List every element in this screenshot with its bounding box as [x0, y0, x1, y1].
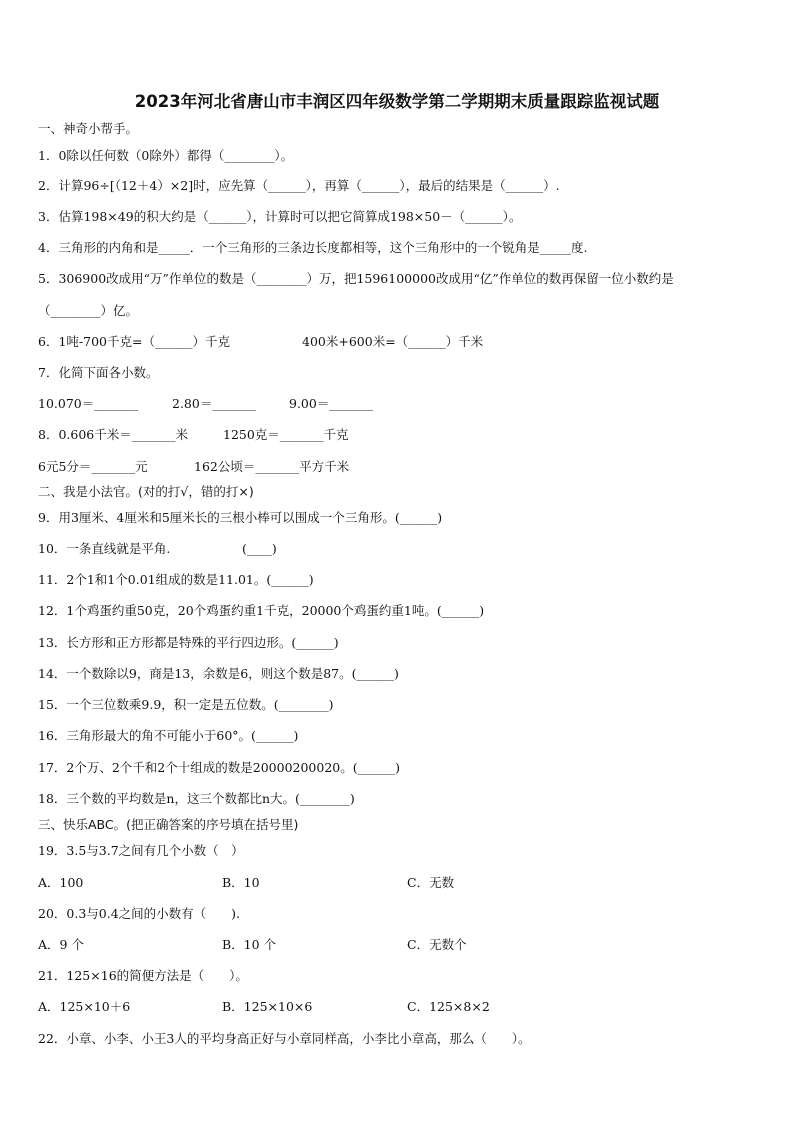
question-19-option-c: C．无数 — [407, 875, 455, 890]
question-8-item-2: 1250克＝_______千克 — [223, 427, 349, 442]
question-1: 1．0除以任何数（0除外）都得（________）。 — [38, 148, 294, 163]
question-14: 14．一个数除以9，商是13，余数是6，则这个数是87。(______) — [38, 666, 399, 681]
question-8-item-1: 8．0.606千米＝_______米 — [38, 427, 188, 442]
question-8-item-3: 6元5分＝_______元 — [38, 459, 148, 474]
question-22: 22．小章、小李、小王3人的平均身高正好与小章同样高，小李比小章高，那么（ ）。 — [38, 1031, 531, 1046]
question-16: 16．三角形最大的角不可能小于60°。(______) — [38, 728, 299, 743]
question-4: 4．三角形的内角和是_____．一个三角形的三条边长度都相等，这个三角形中的一个锐角是_____度. — [38, 240, 588, 255]
section-heading-1: 一、神奇小帮手。 — [38, 121, 139, 136]
question-7-item-3: 9.00＝_______ — [289, 396, 374, 411]
question-21: 21．125×16的简便方法是（ ）。 — [38, 968, 248, 983]
question-7-item-1: 10.070＝_______ — [38, 396, 138, 411]
page-title: 2023年河北省唐山市丰润区四年级数学第二学期期末质量跟踪监视试题 — [134, 92, 660, 111]
question-7-item-2: 2.80＝_______ — [172, 396, 257, 411]
question-6-part-1: 6．1吨-700千克=（______）千克 — [38, 334, 230, 349]
question-12: 12．1个鸡蛋约重50克，20个鸡蛋约重1千克，20000个鸡蛋约重1吨。(______) — [38, 603, 485, 618]
question-5-line-1: 5．306900改成用“万”作单位的数是（________）万，把1596100000改成用“亿”作单位的数再保留一位小数约是 — [38, 271, 674, 286]
question-2: 2．计算96÷[（12＋4）×2]时，应先算（______），再算（______），最后的结果是（______）. — [38, 178, 560, 193]
question-17: 17．2个万、2个千和2个十组成的数是20000200020。(______) — [38, 760, 401, 775]
question-8-item-4: 162公顷＝_______平方千米 — [194, 459, 350, 474]
question-10: 10．一条直线就是平角. — [38, 541, 171, 556]
question-19: 19．3.5与3.7之间有几个小数（ ） — [38, 843, 244, 858]
question-6-part-2: 400米+600米=（______）千米 — [302, 334, 484, 349]
question-15: 15．一个三位数乘9.9，积一定是五位数。(________) — [38, 697, 334, 712]
question-18: 18．三个数的平均数是n，这三个数都比n大。(________) — [38, 791, 355, 806]
question-13: 13．长方形和正方形都是特殊的平行四边形。(______) — [38, 635, 339, 650]
question-11: 11．2个1和1个0.01组成的数是11.01。(______) — [38, 572, 314, 587]
question-20-option-c: C．无数个 — [407, 937, 467, 952]
question-10-blank: (____) — [242, 541, 277, 556]
question-19-option-a: A．100 — [38, 875, 84, 890]
question-21-option-a: A．125×10＋6 — [38, 999, 131, 1014]
question-20-option-a: A．9 个 — [38, 937, 84, 952]
section-heading-3: 三、快乐ABC。(把正确答案的序号填在括号里) — [38, 817, 299, 832]
question-21-option-b: B．125×10×6 — [222, 999, 313, 1014]
question-20-option-b: B．10 个 — [222, 937, 277, 952]
question-20: 20．0.3与0.4之间的小数有（ ). — [38, 906, 241, 921]
question-21-option-c: C．125×8×2 — [407, 999, 490, 1014]
question-19-option-b: B．10 — [222, 875, 260, 890]
question-9: 9．用3厘米、4厘米和5厘米长的三根小棒可以围成一个三角形。(______) — [38, 510, 443, 525]
question-5-line-2: （________）亿。 — [38, 303, 139, 318]
section-heading-2: 二、我是小法官。(对的打√，错的打×) — [38, 484, 254, 499]
question-7: 7．化简下面各小数。 — [38, 365, 159, 380]
question-3: 3．估算198×49的积大约是（______），计算时可以把它简算成198×50－（______）。 — [38, 209, 522, 224]
